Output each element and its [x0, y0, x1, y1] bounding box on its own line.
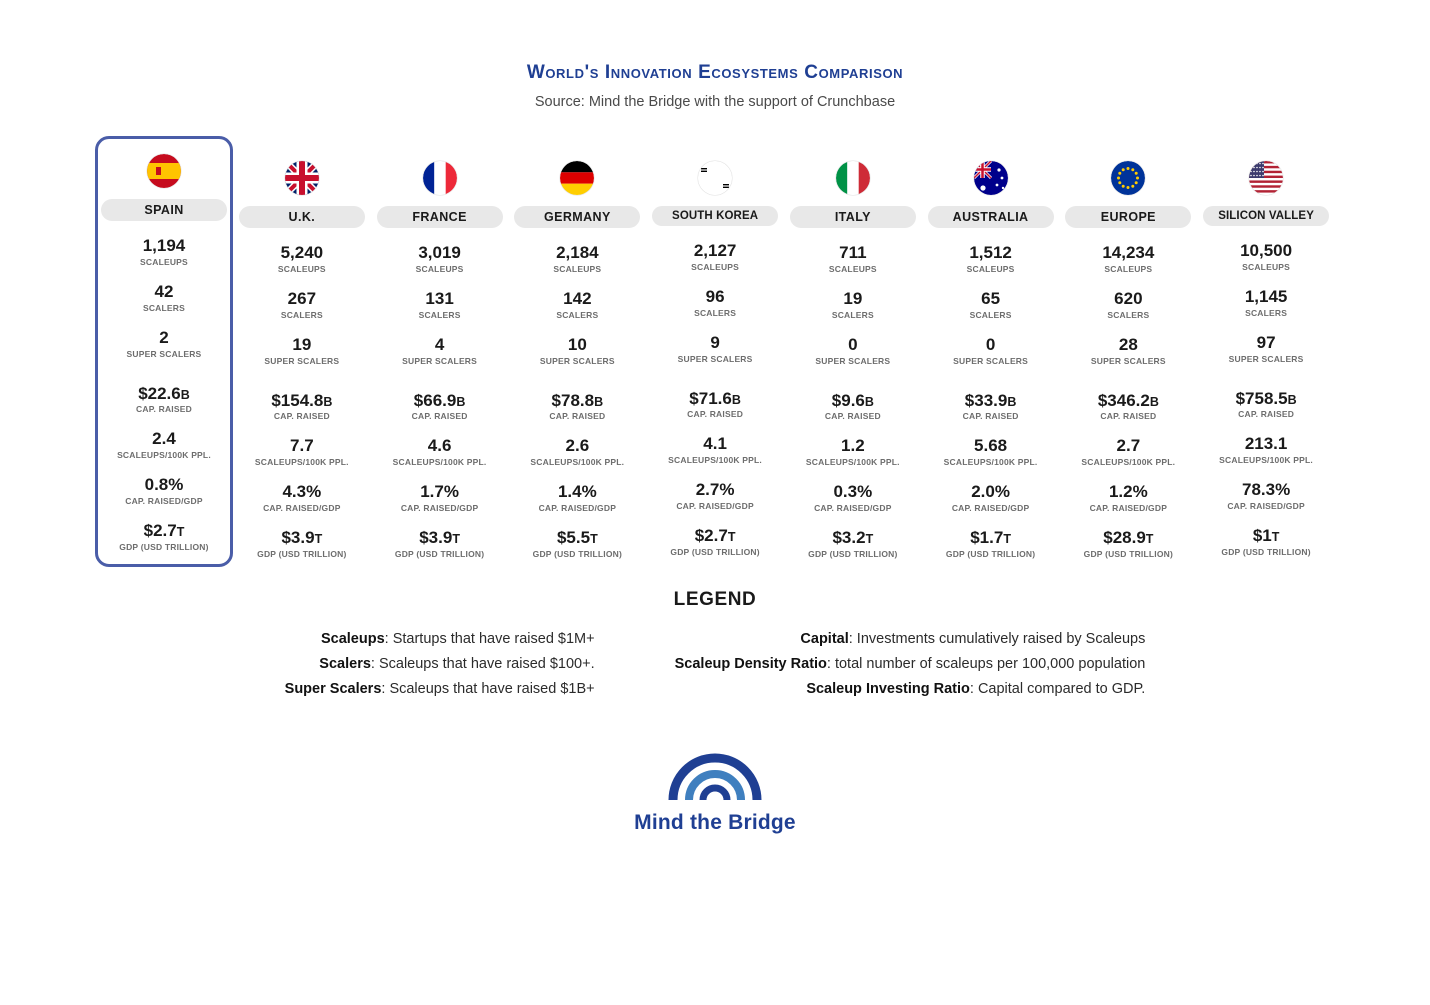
metric-value: 0.8%	[144, 475, 184, 495]
page-subtitle: Source: Mind the Bridge with the support of Crunchbase	[534, 94, 896, 110]
country-name-badge: SOUTH KOREA	[652, 206, 778, 226]
metric-cell	[1197, 242, 1335, 272]
legend-item	[285, 652, 595, 677]
legend-term: Scaleup Investing Ratio	[806, 680, 970, 697]
metric-label: SCALEUPS	[828, 263, 877, 274]
legend-item	[675, 652, 1146, 677]
metric-cell	[1059, 529, 1197, 559]
country-column-south-korea	[646, 146, 784, 557]
metric-value: 2,127	[693, 241, 737, 260]
page-title: World's Innovation Ecosystems Comparison	[526, 62, 904, 83]
metric-cell	[98, 237, 230, 267]
country-column-france	[371, 146, 509, 559]
metric-label: SCALEUPS	[140, 256, 188, 267]
metric-value: 1,145	[1244, 286, 1288, 306]
metric-label: SCALEUPS	[966, 263, 1015, 274]
metric-cell	[233, 483, 371, 513]
flag-row	[922, 156, 1060, 200]
metric-cell	[508, 437, 646, 467]
metric-label: SCALEUPS	[691, 261, 740, 272]
metric-value	[646, 390, 784, 408]
country-column-italy	[784, 146, 922, 559]
metric-value	[508, 529, 646, 547]
metric-label: SCALERS	[694, 307, 737, 318]
metric-value	[371, 529, 509, 547]
legend	[0, 627, 1430, 702]
metric-value	[784, 529, 922, 547]
country-name-badge: AUSTRALIA	[928, 206, 1054, 228]
metric-cell	[233, 336, 371, 366]
metric-value: 1,512	[969, 243, 1012, 262]
metric-cell	[646, 334, 784, 364]
metric-cell	[922, 336, 1060, 366]
metric-cell	[371, 483, 509, 513]
metric-label: SCALEUPS	[553, 263, 602, 274]
metric-value: 78.3%	[1241, 480, 1291, 500]
metric-cell	[646, 481, 784, 511]
metric-label: SCALEUPS/100K PPL.	[805, 457, 900, 468]
metric-value	[233, 529, 371, 547]
metric-value	[922, 529, 1060, 547]
metric-value: 97	[1256, 332, 1276, 352]
metric-label: SUPER SCALERS	[953, 355, 1029, 366]
metric-label: SCALEUPS	[415, 263, 464, 274]
metric-value: 3,019	[418, 243, 461, 262]
metric-value: 2.4	[152, 429, 176, 449]
metric-cell	[233, 437, 371, 467]
metric-value-number: $33.9	[964, 390, 1008, 410]
metric-value	[233, 392, 371, 410]
flag-row	[508, 156, 646, 200]
metric-label: GDP (USD TRILLION)	[532, 548, 623, 559]
metric-cell	[646, 527, 784, 557]
metric-label: SUPER SCALERS	[815, 355, 891, 366]
metric-cell	[784, 529, 922, 559]
metric-label: SUPER SCALERS	[264, 355, 340, 366]
metric-value-number: $78.8	[551, 390, 595, 410]
metric-value	[1197, 390, 1335, 408]
metric-cell	[922, 483, 1060, 513]
metric-label: SCALERS	[142, 302, 185, 313]
metric-value: 131	[425, 288, 454, 308]
brand-name: Mind the Bridge	[634, 810, 796, 834]
flag-row	[784, 156, 922, 200]
metric-cell	[1059, 392, 1197, 422]
metric-value: 5.68	[974, 436, 1008, 456]
country-column-spain	[95, 136, 233, 567]
flag-germany-icon	[560, 161, 594, 195]
metric-cell	[233, 392, 371, 422]
country-name-badge: GERMANY	[514, 206, 640, 228]
legend-description: : Capital compared to GDP.	[969, 680, 1146, 697]
metric-value-number: $28.9	[1103, 528, 1146, 548]
metric-cell	[98, 329, 230, 359]
metric-label: SCALERS	[1107, 309, 1150, 320]
metric-cell	[508, 244, 646, 274]
legend-term: Scaleups	[320, 630, 385, 647]
metric-value: 213.1	[1244, 434, 1288, 454]
country-name-badge: SPAIN	[101, 199, 227, 221]
metric-value-suffix: B	[1149, 394, 1159, 409]
metric-value: 7.7	[290, 436, 314, 456]
metric-value-suffix: B	[1287, 392, 1297, 407]
metric-value-number: $71.6	[689, 388, 732, 408]
metric-value-suffix: T	[1145, 532, 1154, 547]
flag-australia-icon	[974, 161, 1008, 195]
metric-cell	[922, 392, 1060, 422]
metric-label: SCALERS	[280, 309, 323, 320]
metric-cell	[508, 483, 646, 513]
metric-value: 2,184	[556, 243, 599, 262]
flag-italy-icon	[836, 161, 870, 195]
metric-value: 4.3%	[282, 482, 322, 502]
metric-label: GDP (USD TRILLION)	[1221, 546, 1311, 557]
metric-label: GDP (USD TRILLION)	[257, 548, 347, 559]
country-name-badge: ITALY	[790, 206, 916, 228]
metric-cell	[1197, 288, 1335, 318]
metric-cell	[1197, 481, 1335, 511]
metric-cell	[233, 529, 371, 559]
metric-value: 2.7%	[695, 480, 735, 500]
metric-value-suffix: T	[1271, 530, 1280, 545]
metric-cell	[371, 290, 509, 320]
metric-cell	[98, 522, 230, 552]
metric-value: 14,234	[1102, 243, 1155, 262]
metric-value	[1197, 527, 1335, 545]
metric-cell	[784, 244, 922, 274]
metric-value-suffix: B	[180, 387, 190, 402]
legend-item	[675, 627, 1146, 652]
metric-label: CAP. RAISED	[824, 411, 881, 422]
metric-value: 5,240	[280, 243, 324, 262]
metric-value: 96	[705, 286, 725, 306]
metric-cell	[98, 476, 230, 506]
metric-label: CAP. RAISED/GDP	[951, 503, 1030, 514]
metric-label: CAP. RAISED	[136, 404, 192, 415]
country-column-germany	[508, 146, 646, 559]
metric-label: CAP. RAISED	[687, 409, 744, 420]
metric-value	[1059, 529, 1197, 547]
metric-cell	[371, 336, 509, 366]
metric-value: 2.0%	[971, 482, 1010, 502]
metric-value-number: $66.9	[413, 390, 457, 410]
metric-value-suffix: T	[314, 532, 323, 547]
metric-cell	[508, 290, 646, 320]
metric-cell	[646, 242, 784, 272]
metric-value: 9	[710, 332, 720, 352]
metric-value: 0	[848, 334, 858, 354]
metric-value-number: $1.7	[970, 528, 1004, 548]
legend-item	[285, 677, 595, 702]
metric-value: 142	[563, 288, 592, 308]
metric-cell	[1059, 290, 1197, 320]
metric-cell	[1059, 336, 1197, 366]
metric-value-number: $154.8	[271, 390, 324, 410]
legend-description: : Scaleups that have raised $100+.	[370, 655, 595, 672]
metric-cell	[646, 435, 784, 465]
legend-description: : Scaleups that have raised $1B+	[381, 680, 595, 697]
metric-cell	[233, 244, 371, 274]
metric-value	[508, 392, 646, 410]
metric-value: 42	[154, 281, 174, 301]
metric-value	[371, 392, 509, 410]
metric-cell	[922, 290, 1060, 320]
metric-label: SUPER SCALERS	[1228, 353, 1304, 364]
metric-cell	[1059, 437, 1197, 467]
metric-label: SCALEUPS/100K PPL.	[254, 457, 349, 468]
metric-value: 2.7	[1116, 436, 1141, 456]
flag-spain-icon	[147, 154, 181, 188]
metric-value-suffix: B	[456, 394, 466, 409]
footer	[0, 746, 1430, 835]
metric-value-suffix: T	[865, 532, 874, 547]
metric-value: 1,194	[142, 236, 186, 255]
metric-label: GDP (USD TRILLION)	[945, 548, 1036, 559]
flag-korea-icon	[698, 161, 732, 195]
metric-cell	[371, 529, 509, 559]
metric-cell	[784, 483, 922, 513]
metric-label: GDP (USD TRILLION)	[808, 548, 898, 559]
metric-cell	[508, 529, 646, 559]
metric-cell	[646, 390, 784, 420]
metric-value-suffix: B	[731, 392, 741, 407]
flag-row	[233, 156, 371, 200]
metric-value-suffix: T	[727, 530, 736, 545]
legend-term: Super Scalers	[284, 680, 382, 697]
metric-value: 2	[159, 327, 169, 347]
country-name-badge: EUROPE	[1065, 206, 1191, 228]
flag-row	[371, 156, 509, 200]
metric-label: CAP. RAISED/GDP	[1089, 503, 1168, 514]
arch-logo-icon	[0, 746, 1430, 807]
metric-value	[922, 392, 1060, 410]
metric-cell	[98, 385, 230, 415]
metric-cell	[98, 283, 230, 313]
metric-cell	[1059, 244, 1197, 274]
metric-value-suffix: T	[452, 532, 460, 547]
metric-cell	[508, 392, 646, 422]
metric-label: CAP. RAISED/GDP	[125, 496, 203, 507]
metric-label: SCALERS	[556, 309, 599, 320]
metric-value-number: $1	[1252, 526, 1272, 546]
metric-value	[98, 385, 230, 403]
legend-title: LEGEND	[673, 588, 757, 610]
metric-value: 1.7%	[420, 482, 459, 502]
metric-label: CAP. RAISED/GDP	[814, 503, 892, 514]
metric-cell	[98, 430, 230, 460]
metric-value: 4.1	[703, 434, 727, 454]
metric-label: SCALEUPS/100K PPL.	[117, 450, 211, 461]
metric-value-number: $9.6	[831, 390, 865, 410]
flag-row	[646, 156, 784, 200]
metric-value: 0.3%	[833, 482, 873, 502]
metric-value: 65	[981, 288, 1001, 308]
metric-cell	[371, 392, 509, 422]
metric-value-number: $2.7	[143, 521, 177, 541]
metric-value	[1059, 392, 1197, 410]
metric-label: CAP. RAISED	[1100, 411, 1157, 422]
metric-cell	[784, 437, 922, 467]
metric-value: 1.2	[841, 436, 865, 456]
metric-cell	[1197, 435, 1335, 465]
metric-value	[646, 527, 784, 545]
legend-term: Scalers	[319, 655, 371, 672]
legend-description: : Investments cumulatively raised by Scaleups	[848, 630, 1146, 647]
flag-usa-icon	[1249, 161, 1283, 195]
metric-label: SCALERS	[831, 309, 874, 320]
country-name-badge: SILICON VALLEY	[1203, 206, 1329, 226]
metric-label: CAP. RAISED	[273, 411, 330, 422]
comparison-table	[0, 146, 1430, 567]
metric-label: GDP (USD TRILLION)	[1083, 548, 1174, 559]
flag-row	[1059, 156, 1197, 200]
flag-europe-icon	[1111, 161, 1145, 195]
legend-item	[285, 627, 595, 652]
header	[0, 0, 1430, 110]
metric-cell	[784, 290, 922, 320]
metric-value: 2.6	[565, 436, 590, 456]
metric-label: SUPER SCALERS	[677, 353, 753, 364]
metric-cell	[784, 392, 922, 422]
metric-value-number: $3.9	[281, 528, 315, 548]
metric-label: SUPER SCALERS	[402, 355, 478, 366]
country-column-u-k	[233, 146, 371, 559]
metric-label: SCALERS	[418, 309, 461, 320]
metric-value-number: $22.6	[138, 383, 181, 403]
metric-value: 10,500	[1240, 241, 1293, 260]
metric-value-suffix: T	[1003, 532, 1011, 547]
metric-value-number: $3.9	[419, 528, 453, 548]
metric-label: SCALEUPS/100K PPL.	[1219, 455, 1313, 466]
flag-uk-icon	[285, 161, 319, 195]
country-column-silicon-valley	[1197, 146, 1335, 557]
legend-column-left	[285, 627, 595, 702]
metric-value: 711	[839, 243, 867, 262]
metric-value	[784, 392, 922, 410]
metric-label: SUPER SCALERS	[539, 355, 615, 366]
legend-item	[675, 677, 1146, 702]
metric-value: 4.6	[427, 436, 452, 456]
metric-value: 620	[1114, 288, 1143, 308]
metric-cell	[1197, 334, 1335, 364]
metric-cell	[1197, 527, 1335, 557]
metric-value: 267	[287, 288, 317, 308]
metric-label: SCALERS	[1245, 307, 1288, 318]
metric-label: CAP. RAISED	[549, 411, 606, 422]
country-column-europe	[1059, 146, 1197, 559]
metric-label: CAP. RAISED/GDP	[263, 503, 341, 514]
metric-value: 4	[434, 334, 445, 354]
metric-label: SCALEUPS	[1104, 263, 1153, 274]
metric-value-suffix: T	[590, 532, 598, 547]
metric-label: SCALEUPS/100K PPL.	[392, 457, 487, 468]
flag-france-icon	[423, 161, 457, 195]
metric-cell	[233, 290, 371, 320]
metric-value: 1.4%	[557, 482, 597, 502]
legend-description: : total number of scaleups per 100,000 population	[826, 655, 1146, 672]
country-column-australia	[922, 146, 1060, 559]
metric-cell	[1197, 390, 1335, 420]
metric-cell	[508, 336, 646, 366]
metric-value-suffix: T	[176, 525, 185, 540]
metric-value-number: $3.2	[832, 528, 866, 548]
legend-description: : Startups that have raised $1M+	[384, 630, 595, 647]
legend-column-right	[675, 627, 1146, 702]
metric-label: SCALEUPS	[1242, 261, 1291, 272]
metric-cell	[922, 529, 1060, 559]
metric-label: SUPER SCALERS	[126, 348, 202, 359]
country-name-badge: FRANCE	[377, 206, 503, 228]
metric-label: SCALEUPS/100K PPL.	[668, 455, 762, 466]
legend-term: Scaleup Density Ratio	[674, 655, 827, 672]
metric-label: GDP (USD TRILLION)	[670, 546, 760, 557]
metric-label: CAP. RAISED	[1238, 409, 1295, 420]
metric-value: 10	[567, 334, 587, 354]
metric-value-number: $5.5	[556, 528, 591, 548]
metric-label: GDP (USD TRILLION)	[394, 548, 485, 559]
metric-value: 19	[292, 334, 312, 354]
metric-label: CAP. RAISED	[962, 411, 1019, 422]
metric-label: SCALEUPS/100K PPL.	[1081, 457, 1176, 468]
metric-value-number: $346.2	[1097, 390, 1150, 410]
metric-value: 28	[1118, 334, 1138, 354]
metric-cell	[646, 288, 784, 318]
metric-label: SUPER SCALERS	[1090, 355, 1166, 366]
metric-value: 0	[985, 334, 996, 354]
metric-label: CAP. RAISED/GDP	[676, 501, 754, 512]
metric-value-number: $758.5	[1235, 388, 1288, 408]
metric-value: 1.2%	[1108, 482, 1148, 502]
metric-value-suffix: B	[323, 394, 333, 409]
metric-label: CAP. RAISED/GDP	[1227, 501, 1305, 512]
metric-cell	[922, 437, 1060, 467]
metric-cell	[1059, 483, 1197, 513]
metric-label: SCALEUPS/100K PPL.	[530, 457, 625, 468]
flag-row	[1197, 156, 1335, 200]
metric-value-suffix: B	[594, 394, 604, 409]
metric-cell	[371, 437, 509, 467]
metric-value-suffix: B	[1007, 394, 1017, 409]
metric-label: CAP. RAISED	[411, 411, 468, 422]
metric-label: SCALEUPS	[277, 263, 326, 274]
legend-term: Capital	[800, 630, 849, 647]
metric-cell	[784, 336, 922, 366]
metric-value-number: $2.7	[694, 526, 728, 546]
metric-label: CAP. RAISED/GDP	[400, 503, 479, 514]
metric-value-suffix: B	[864, 394, 874, 409]
metric-label: GDP (USD TRILLION)	[119, 541, 209, 552]
metric-label: CAP. RAISED/GDP	[538, 503, 617, 514]
metric-label: SCALEUPS/100K PPL.	[943, 457, 1038, 468]
metric-label: SCALERS	[969, 309, 1012, 320]
country-name-badge: U.K.	[239, 206, 365, 228]
metric-value: 19	[843, 288, 863, 308]
metric-cell	[922, 244, 1060, 274]
flag-row	[98, 149, 230, 193]
metric-cell	[371, 244, 509, 274]
metric-value	[98, 522, 230, 540]
